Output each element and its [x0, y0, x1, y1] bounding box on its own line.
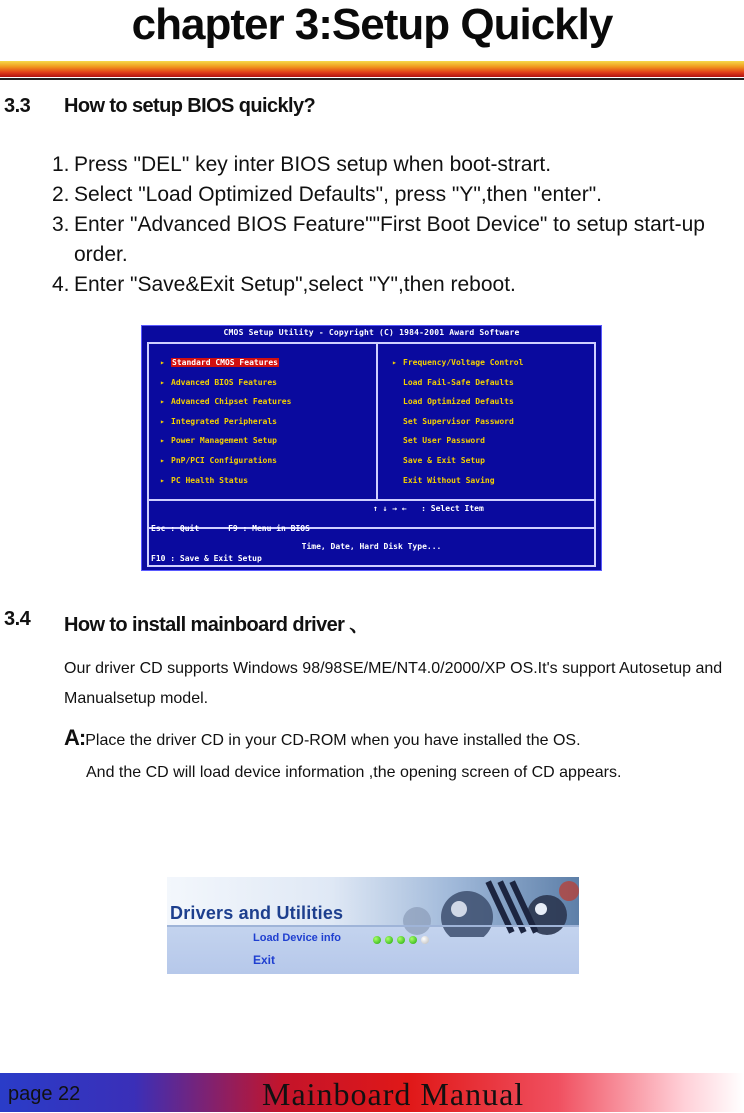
bios-item-advanced-bios[interactable] — [160, 376, 291, 396]
title-rule — [0, 78, 744, 80]
step-number: 1. — [52, 153, 70, 176]
triangle-right-icon: ▸ — [160, 475, 165, 485]
list-item — [52, 210, 742, 270]
bios-item-advanced-chipset[interactable] — [160, 395, 291, 415]
banner-art-icon — [397, 877, 579, 937]
page-footer — [0, 1073, 744, 1112]
step-text: Enter "Save&Exit Setup",select "Y",then reboot. — [74, 273, 516, 296]
section-3-4-number: 3.4 — [4, 608, 31, 630]
bios-hint: Time, Date, Hard Disk Type... — [301, 542, 442, 551]
bios-left-menu — [160, 356, 291, 493]
triangle-right-icon: ▸ — [160, 377, 165, 387]
bios-item-label: Set User Password — [403, 436, 485, 446]
manual-title: Mainboard Manual — [262, 1076, 525, 1112]
triangle-right-icon: ▸ — [160, 455, 165, 465]
bios-item-label: Load Fail-Safe Defaults — [403, 377, 514, 387]
step-a-paragraph — [64, 722, 740, 789]
bios-item-pnp-pci[interactable] — [160, 454, 291, 474]
bios-item-user-password[interactable] — [392, 434, 523, 454]
step-text: Press "DEL" key inter BIOS setup when boot-strart. — [74, 153, 552, 176]
bios-item-label: Save & Exit Setup — [403, 455, 485, 465]
bios-item-integrated-peripherals[interactable] — [160, 415, 291, 435]
bios-keys-select: ↑ ↓ → ← : Select Item — [373, 504, 484, 513]
triangle-right-icon: ▸ — [160, 436, 165, 446]
bios-item-label: Frequency/Voltage Control — [403, 358, 524, 367]
bios-item-save-exit[interactable] — [392, 454, 523, 474]
section-3-3-title: How to setup BIOS quickly? — [64, 95, 316, 117]
step-a-rest: And the CD will load device information ,the opening screen of CD appears. — [86, 764, 622, 781]
step-text: Enter "Advanced BIOS Feature""First Boot Device" to setup start-up order. — [74, 213, 705, 266]
triangle-right-icon: ▸ — [392, 358, 397, 367]
drivers-utilities-title: Drivers and Utilities — [170, 903, 344, 923]
banner-separator — [167, 925, 579, 927]
bios-item-label: Load Optimized Defaults — [403, 397, 514, 407]
title-underline-bar — [0, 58, 744, 82]
title-gradient-band — [0, 61, 744, 77]
step-number: 3. — [52, 213, 70, 236]
drivers-utilities-screenshot — [167, 877, 579, 974]
bios-item-pc-health[interactable] — [160, 474, 291, 494]
bios-item-exit-without-saving[interactable] — [392, 474, 523, 494]
step-a-label: A: — [64, 725, 86, 750]
bios-item-label: PnP/PCI Configurations — [171, 455, 277, 465]
progress-dot-icon — [409, 936, 417, 944]
bios-item-label: Set Supervisor Password — [403, 416, 514, 426]
progress-dot-icon — [421, 936, 429, 944]
bios-item-label: Exit Without Saving — [403, 475, 495, 485]
list-item — [52, 270, 742, 300]
bios-item-label: PC Health Status — [171, 475, 249, 485]
bios-item-power-management[interactable] — [160, 434, 291, 454]
step-a-first-line: Place the driver CD in your CD-ROM when you have installed the OS. — [85, 732, 581, 749]
list-item — [52, 180, 742, 210]
bios-item-label: Power Management Setup — [171, 436, 277, 446]
triangle-right-icon: ▸ — [160, 358, 165, 367]
driver-cd-paragraph: Our driver CD supports Windows 98/98SE/ME/NT4.0/2000/XP OS.It's support Autosetup and Manualsetup model. — [64, 660, 723, 707]
step-number: 4. — [52, 273, 70, 296]
bios-divider — [147, 499, 596, 501]
bios-keys-line1: Esc : Quit F9 : Menu in BIOS — [151, 524, 310, 533]
bios-screenshot — [141, 325, 602, 571]
progress-dot-icon — [385, 936, 393, 944]
bios-item-load-optimized[interactable] — [392, 395, 523, 415]
progress-dots — [373, 936, 429, 944]
bios-item-load-failsafe[interactable] — [392, 376, 523, 396]
bios-right-menu — [392, 356, 523, 493]
exit-link[interactable]: Exit — [253, 953, 276, 967]
bios-item-standard-cmos[interactable] — [160, 356, 291, 376]
bios-item-label: Advanced Chipset Features — [171, 397, 292, 407]
section-3-4-title: How to install mainboard driver 、 — [64, 614, 369, 636]
step-number: 2. — [52, 183, 70, 206]
chapter-title: chapter 3:Setup Quickly — [131, 0, 613, 49]
bios-item-label: Standard CMOS Features — [172, 358, 278, 367]
load-device-info-link[interactable]: Load Device info — [253, 932, 342, 944]
bios-steps-list — [52, 150, 742, 300]
progress-dot-icon — [373, 936, 381, 944]
page-number: page 22 — [8, 1083, 81, 1105]
bios-item-supervisor-password[interactable] — [392, 415, 523, 435]
triangle-right-icon: ▸ — [160, 416, 165, 426]
bios-keys-line2: F10 : Save & Exit Setup — [151, 554, 262, 563]
step-text: Select "Load Optimized Defaults", press "Y",then "enter". — [74, 183, 602, 206]
bios-column-divider — [376, 343, 378, 500]
bios-item-label: Integrated Peripherals — [171, 416, 277, 426]
bios-item-label: Advanced BIOS Features — [171, 377, 277, 387]
bios-item-frequency-voltage[interactable] — [392, 356, 523, 376]
section-3-3-number: 3.3 — [4, 95, 31, 117]
bios-header: CMOS Setup Utility - Copyright (C) 1984-2001 Award Software — [223, 328, 520, 337]
list-item — [52, 150, 742, 180]
progress-dot-icon — [397, 936, 405, 944]
triangle-right-icon: ▸ — [160, 397, 165, 407]
